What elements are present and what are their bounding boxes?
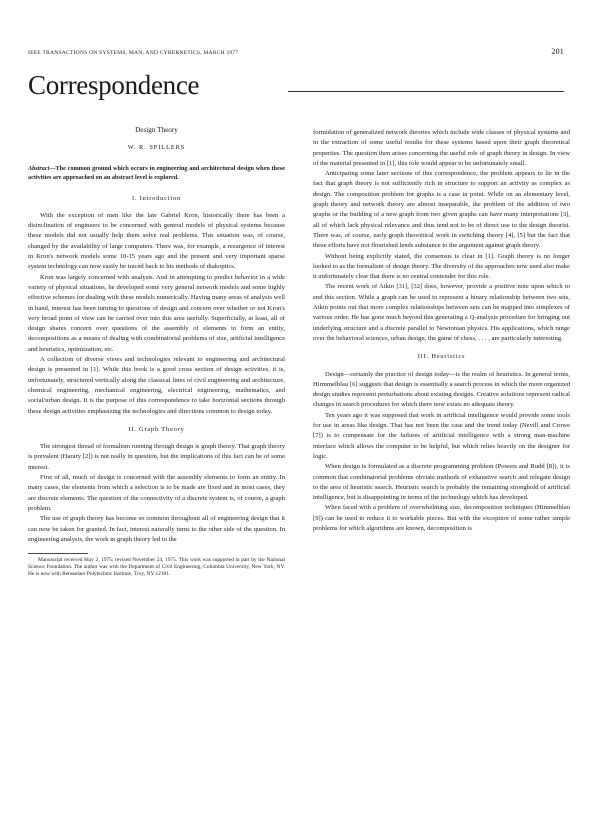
page-number: 201 <box>551 47 564 56</box>
intro-paragraph: A collection of diverse views and technologies relevant to engineering and architectural design is presented in [1]. While this book is a good cross section of design activities, it is, unfortunately, structured vertically along the classical lines of civil engineering and architecture, chemical engineering, mechanical engineering, electrical engineering, mathematics, and social/urban design. It is the purpose of this correspondence to take horizontal sections through these design activities emphasizing the technologies and directions common to design today. <box>28 356 285 415</box>
graph-paragraph: The strongest thread of formalism running through design is graph theory. That graph theory is prevalent (Harary [2]) is not really in question, but the implications of this fact can be of some interest. <box>28 443 285 471</box>
author-byline: W. R. SPILLERS <box>127 144 186 152</box>
article-title: Design Theory <box>135 126 178 134</box>
section-heading-introduction: I. Introduction <box>132 194 181 202</box>
abstract-label: Abstract <box>28 164 50 172</box>
graph-paragraph: The use of graph theory has become so common throughout all of engineering design that it can now be taken for granted. In fact, interest naturally turns to the other side of the question. In engineering analysis, the work in graph theory led to the <box>28 515 285 543</box>
right-column <box>313 128 570 534</box>
section-heading-graph-theory: II. Graph Theory <box>128 425 185 433</box>
section-heading-heuristics: III. Heuristics <box>417 353 466 361</box>
running-head <box>28 47 564 56</box>
banner-rule <box>288 91 564 92</box>
abstract-text: —The common ground which occurs in engineering and architectural design when these activities are approached on an abstract level is explored. <box>28 164 285 181</box>
left-column <box>28 125 285 578</box>
journal-line: IEEE TRANSACTIONS ON SYSTEMS, MAN, AND CYBERNETICS, MARCH 1977 <box>28 50 239 56</box>
section-banner: Correspondence <box>28 70 200 100</box>
body-paragraph: The recent work of Atkin [31], [32] does, however, provide a positive note upon which to end this section. While a graph can be used to represent a binary relationship between two sets, Atkin points out that more complex relationships between sets can be mapped into simplexes of various order. He has gone much beyond this generating a Q-analysis procedure for bringing out underlying structure and a discrete parallel to Newtonian physics. His applications, which range over the behavioral sciences, urban design, the game of chess, . . . , are particularly interesting. <box>313 283 570 342</box>
intro-paragraph: With the exception of men like the late Gabriel Kron, historically there has been a disinclination of engineers to be concerned with general models of physical systems because these models did not usually help them solve real problems. This situation was, of course, changed by the availability of large computers. There was, for example, a resurgence of interest in Kron's network models some 10-15 years ago and the present and very important sparse system technology can now easily be traced back to his methods of diakoptics. <box>28 211 285 271</box>
intro-paragraph: Kron was largely concerned with analysis. And in attempting to predict behavior in a wide variety of physical situations, he developed some very general network models and some highly effective schemes for dealing with these models numerically. Having many areas of analysis well in hand, interest has been turning to questions of design and concern over whether or not Kron's very broad point of view can be carried over into this area usefully. Superficially, at least, all of design shares concern over questions of the assembly of elements to form an entity, decompositions as a means of dealing with combinatorial problems of size, artificial intelligence and heuristics, optimization, etc. <box>28 273 285 353</box>
heuristics-paragraph: When design is formulated as a discrete programming problem (Powers and Rudd [8]), it is common that combinatorial problems obviate methods of exhaustive search and relegate design to the area of heuristic search. Heuristic search is probably the remaining stronghold of artificial intelligence, but is disappointing in terms of the technology which has developed. <box>313 463 570 502</box>
body-paragraph: formulation of generalized network theories which include wide classes of physical systems and in the extraction of some useful results for these systems based upon their graph theoretical properties. The question then arises concerning the useful role of graph theory in design. In view of the material presented in [1], this role would appear to be unfortunately small. <box>313 129 570 167</box>
heuristics-paragraph: Ten years ago it was supposed that work in artificial intelligence would provide some tools for use in areas like design. That has not been the case and the trend today (Nevill and Crowe [7]) is to compensate for the failures of artificial intelligence with a strong man-machine interface which allows the computer to be helpful, but which relies heavily on the designer for logic. <box>313 411 570 460</box>
graph-paragraph: First of all, much of design is concerned with the assembly elements to form an entity. In many cases, the elements from which a selection is to be made are fixed and in most cases, they are discrete elements. The question of the connectivity of a discrete system is, of course, a graph problem. <box>28 474 285 512</box>
footnote: Manuscript received May 2, 1975; revised November 24, 1975. This work was supported in part by the National Science Foundation. The author was with the Department of Civil Engineering, Columbia University, New York, NY. He is now with Rensselaer Polytechnic Institute, Troy, NY 12181. <box>28 557 285 578</box>
body-paragraph: Without being explicitly stated, the consensus is clear in [1]. Graph theory is no longer looked to as the formalism of design theory. The diversity of the approaches now used also make it unfortunately clear that there is no central contender for this role. <box>313 252 570 281</box>
footnote-rule <box>28 553 88 554</box>
heuristics-paragraph: Design—certainly the practice of design today—is the realm of heuristics. In general terms, Hirmmelblau [6] suggests that design is essentially a search process in which the more organized design studies represent perturbations about existing designs. Creative solutions represent radical changes in search procedures for which there now exists no adequate theory. <box>313 370 570 409</box>
abstract <box>28 164 285 182</box>
body-paragraph: Anticipating some later sections of this correspondence, the problem appears to lie in the fact that graph theory is not sufficiently rich in structure to support an activity as complex as design. The composition problem for graphs is a case in point. While on an elementary level, graph theory and network theory are almost inseparable, the problem of the addition of two graphs or the building of a new graph from two given graphs can have many interpretations [3], all of which lack physical relevance and thus tend not to be of direct use to the design theorist. There was, of course, early graph theoretical work in switching theory [4], [5] but the fact that these efforts have not flourished lends substance to the argument against graph theory. <box>313 170 570 250</box>
heuristics-paragraph: When faced with a problem of overwhelming size, decomposition techniques (Himmelblau [9]) can be used to reduce it to workable pieces. But with the exception of some rather simple problems for which algorithms are known, decomposition is <box>313 504 570 532</box>
